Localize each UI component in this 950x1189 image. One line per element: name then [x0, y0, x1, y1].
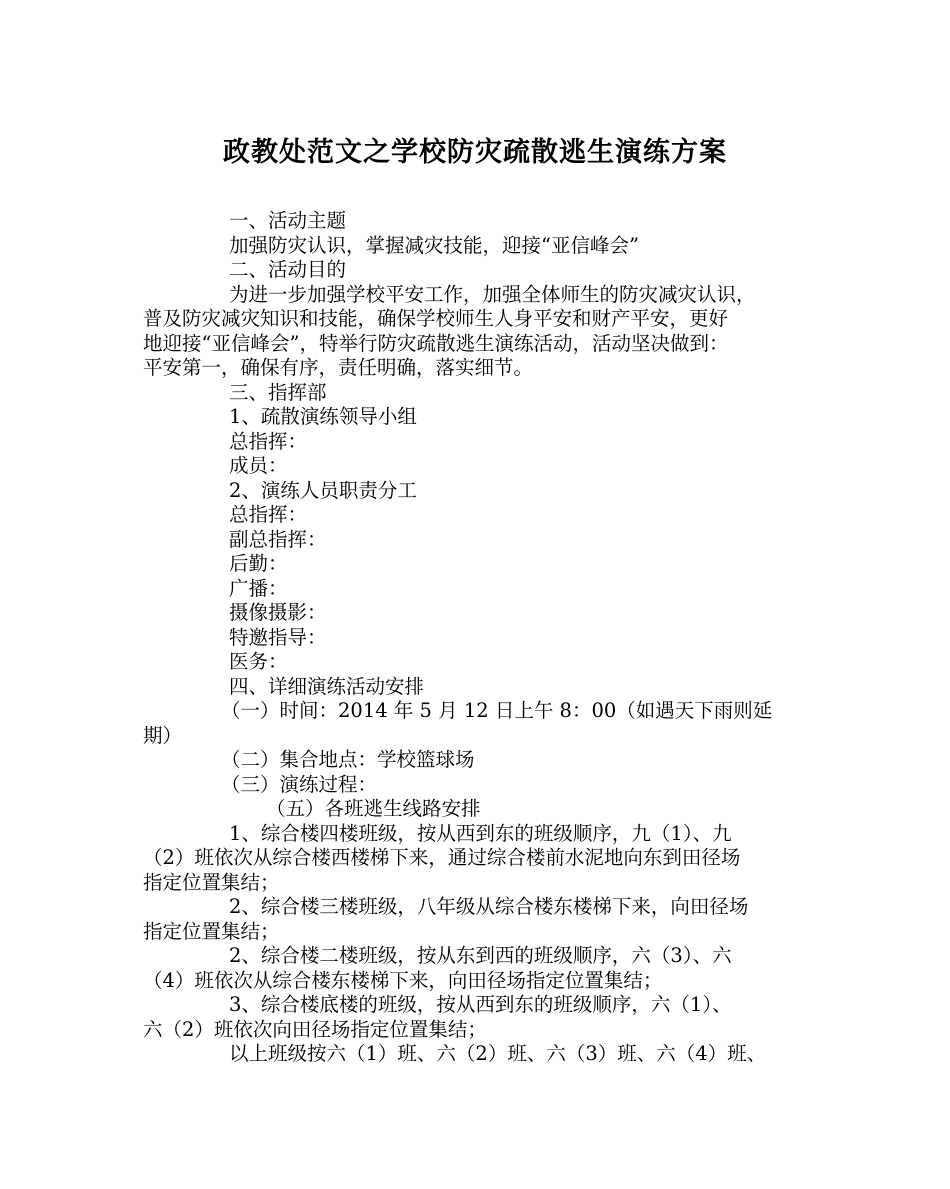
text-line: 地迎接“亚信峰会”，特举行防灾疏散逃生演练活动，活动坚决做到：: [143, 331, 729, 355]
text-line: 以上班级按六（1）班、六（2）班、六（3）班、六（4）班、: [229, 1042, 767, 1065]
text-line: 1、综合楼四楼班级，按从西到东的班级顺序，九（1）、九: [229, 821, 732, 845]
text-line: 总指挥：: [229, 429, 308, 453]
text-line: 2、综合楼三楼班级，八年级从综合楼东楼梯下来，向田径场: [229, 895, 749, 918]
text-line: 2、综合楼二楼班级，按从东到西的班级顺序，六（3）、六: [229, 944, 732, 967]
text-line: 平安第一，确保有序，责任明确，落实细节。: [143, 356, 534, 379]
text-line: 医务：: [229, 650, 288, 673]
section-heading: 三、指挥部: [229, 380, 327, 404]
text-line: （三）演练过程：: [221, 772, 378, 796]
section-heading: 一、活动主题: [229, 209, 347, 232]
text-line: 为进一步加强学校平安工作，加强全体师生的防灾减灾认识，: [229, 282, 756, 306]
text-line: 指定位置集结；: [143, 919, 280, 943]
text-line: 3、综合楼底楼的班级，按从西到东的班级顺序，六（1）、: [229, 993, 732, 1016]
text-line: 2、演练人员职责分工: [229, 478, 417, 502]
text-line: 副总指挥：: [229, 527, 327, 551]
text-line: 普及防灾减灾知识和技能，确保学校师生人身平安和财产平安，更好: [143, 307, 729, 330]
text-line: 六（2）班依次向田径场指定位置集结；: [143, 1017, 487, 1041]
text-line: 期）: [143, 723, 183, 747]
text-line: （2）班依次从综合楼西楼梯下来，通过综合楼前水泥地向东到田径场: [143, 846, 741, 869]
text-line: 加强防灾认识，掌握减灾技能，迎接“亚信峰会”: [229, 233, 639, 257]
text-line: （五）各班逃生线路安排: [266, 797, 481, 820]
document-body: [143, 209, 826, 1067]
text-line: （一）时间：2014 年 5 月 12 日上午 8：00（如遇天下雨则延: [221, 699, 773, 722]
section-heading: 二、活动目的: [229, 258, 347, 281]
text-line: 广播：: [229, 576, 288, 600]
text-line: 后勤：: [229, 552, 288, 575]
text-line: 1、疏散演练领导小组: [229, 405, 417, 428]
section-heading: 四、详细演练活动安排: [229, 674, 425, 698]
text-line: 特邀指导：: [229, 625, 327, 649]
text-line: 指定位置集结；: [143, 870, 280, 894]
document-title: 政教处范文之学校防灾疏散逃生演练方案: [223, 137, 727, 168]
text-line: 摄像摄影：: [229, 601, 327, 624]
text-line: （4）班依次从综合楼东楼梯下来，向田径场指定位置集结；: [143, 968, 663, 992]
text-line: （二）集合地点：学校篮球场: [221, 748, 475, 771]
text-line: 成员：: [229, 454, 288, 477]
text-line: 总指挥：: [229, 503, 308, 526]
